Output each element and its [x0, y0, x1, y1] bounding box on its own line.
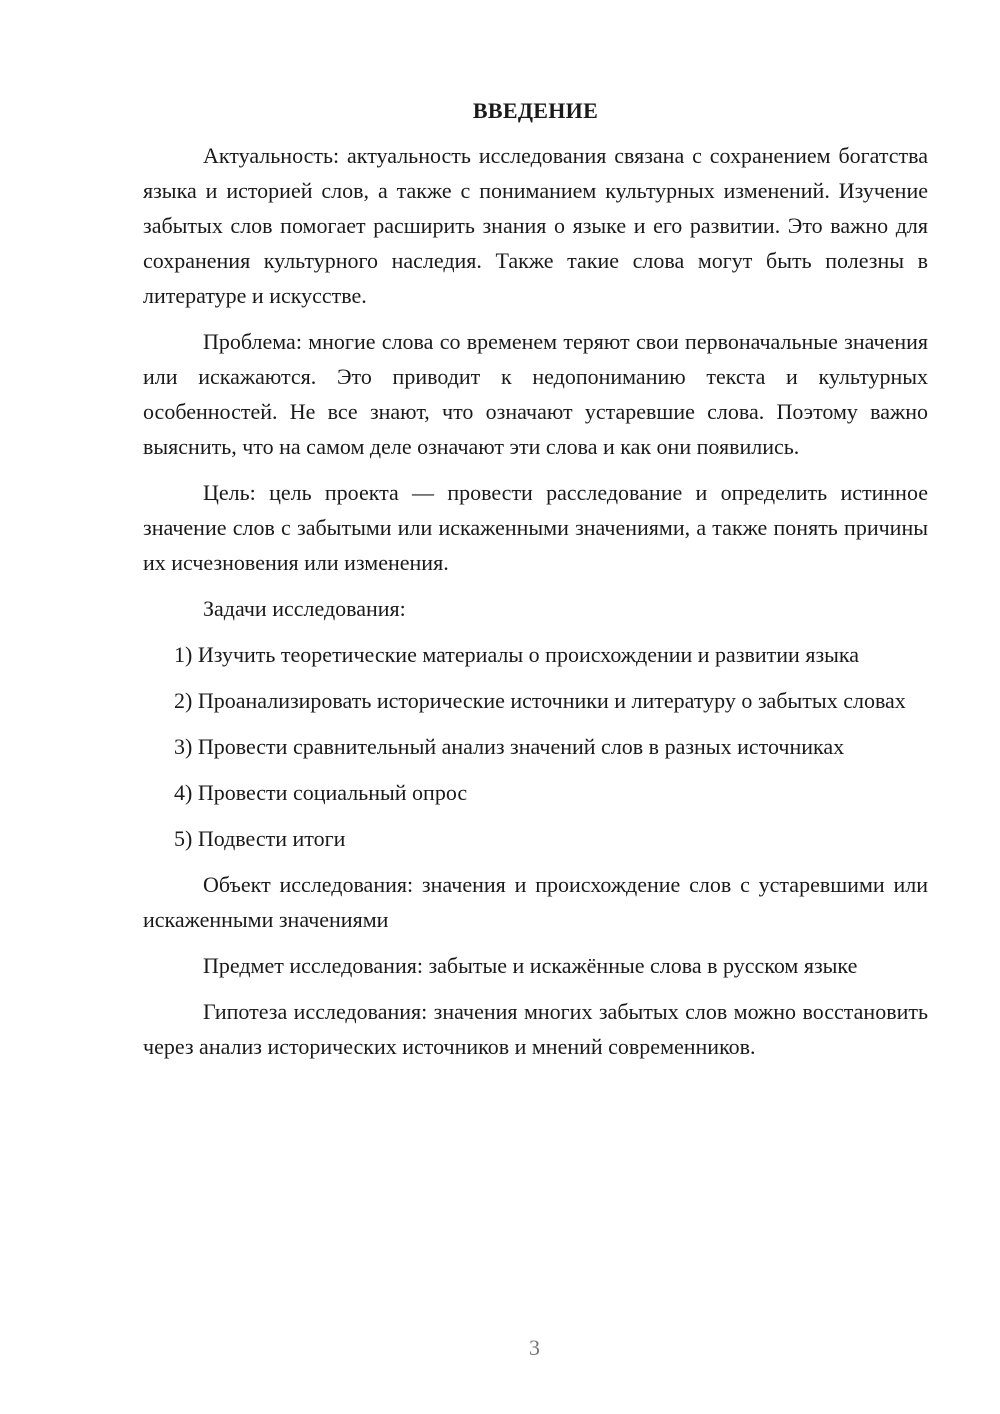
paragraph-problem: Проблема: многие слова со временем теряют свои первоначальные значения или искажаются. Это приводит к недопониманию текста и культурных особенностей. Не все знают, что означают устаревшие слова. Поэтому важно выяснить, что на самом деле означают эти слова и как они появились.: [143, 329, 928, 459]
list-item: 2) Проанализировать исторические источники и литературу о забытых словах: [174, 688, 906, 713]
paragraph-tasks-heading: Задачи исследования:: [203, 596, 406, 621]
list-item: 3) Провести сравнительный анализ значений слов в разных источниках: [174, 734, 845, 759]
paragraph-relevance: Актуальность: актуальность исследования связана с сохранением богатства языка и историей слов, а также с пониманием культурных изменений. Изучение забытых слов помогает расширить знания о языке и его развитии. Это важно для сохранения культурного наследия. Также такие слова могут быть полезны в литературе и искусстве.: [143, 143, 928, 308]
paragraph-subject: Предмет исследования: забытые и искажённые слова в русском языке: [203, 953, 858, 978]
paragraph-goal: Цель: цель проекта — провести расследование и определить истинное значение слов с забытыми или искаженными значениями, а также понять причины их исчезновения или изменения.: [143, 480, 928, 575]
paragraph-object: Объект исследования: значения и происхождение слов с устаревшими или искаженными значениями: [143, 872, 928, 932]
paragraph-hypothesis: Гипотеза исследования: значения многих забытых слов можно восстановить через анализ исторических источников и мнений современников.: [143, 999, 928, 1059]
list-item: 1) Изучить теоретические материалы о происхождении и развитии языка: [174, 642, 860, 667]
page-title: ВВЕДЕНИЕ: [472, 98, 599, 123]
list-item: 4) Провести социальный опрос: [174, 780, 468, 805]
page-number: 3: [529, 1335, 540, 1360]
page-content: [143, 96, 928, 1064]
list-item: 5) Подвести итоги: [174, 826, 346, 851]
tasks-list: [143, 637, 928, 856]
